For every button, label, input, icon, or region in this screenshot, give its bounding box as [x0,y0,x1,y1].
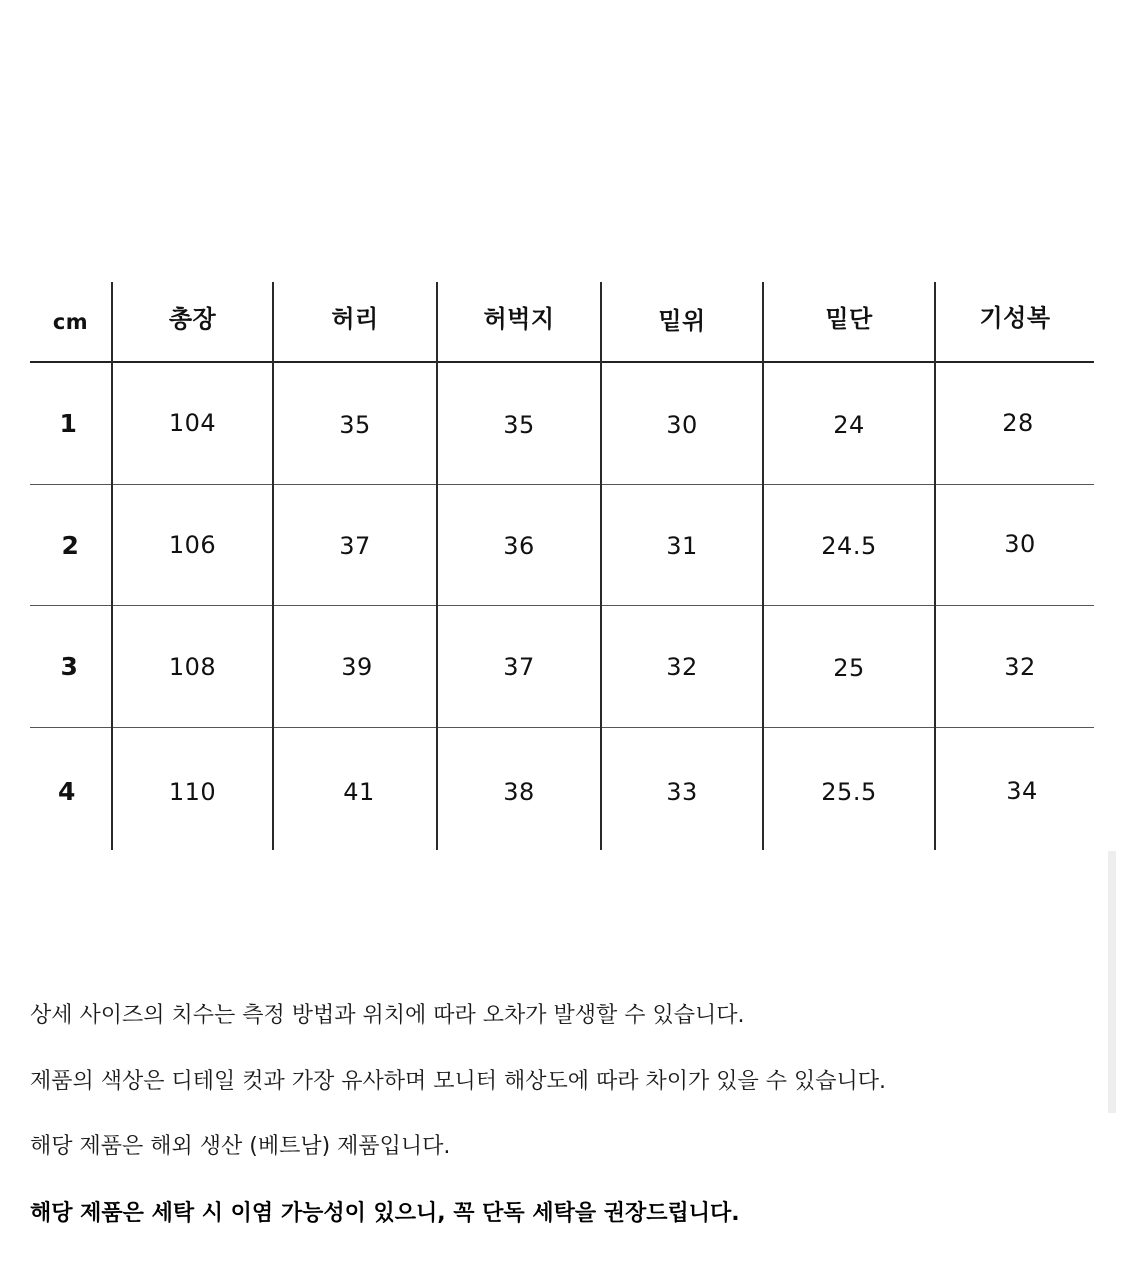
row-label: 3 [60,652,79,681]
header-unit: cm [52,309,89,334]
row-label: 4 [58,777,76,806]
table-cell: 28 [1002,409,1034,437]
table-cell: 35 [339,411,371,439]
table-cell: 34 [1006,776,1038,805]
table-cell: 104 [168,409,217,437]
note-made-in: 해당 제품은 해외 생산 (베트남) 제품입니다. [30,1134,451,1159]
table-cell: 31 [666,532,698,560]
table-cell: 30 [1004,530,1036,558]
table-cell: 36 [503,532,535,560]
size-table [30,282,1094,850]
scrollbar[interactable] [1108,851,1116,1113]
table-cell: 39 [341,652,373,681]
table-cell: 41 [343,777,375,806]
table-cell: 37 [503,652,535,681]
table-cell: 25.5 [821,777,877,806]
header-thigh: 허벅지 [483,305,555,333]
header-waist: 허리 [331,305,379,333]
header-ready-made-size: 기성복 [979,303,1051,332]
header-rise: 밑위 [658,306,706,335]
table-cell: 38 [503,777,535,806]
header-total-length: 총장 [168,305,217,333]
note-color-difference: 제품의 색상은 디테일 컷과 가장 유사하며 모니터 해상도에 따라 차이가 있을 수 있습니다. [30,1069,886,1094]
row-label: 2 [61,530,80,560]
table-cell: 108 [168,652,217,681]
table-cell: 30 [666,411,698,439]
table-cell: 110 [168,777,217,806]
note-measurement-error: 상세 사이즈의 치수는 측정 방법과 위치에 따라 오차가 발생할 수 있습니다. [30,1003,745,1028]
table-cell: 24.5 [821,532,877,560]
table-cell: 32 [666,652,698,681]
table-cell: 37 [339,532,371,560]
note-washing-warning: 해당 제품은 세탁 시 이염 가능성이 있으니, 꼭 단독 세탁을 권장드립니다. [30,1201,740,1226]
table-cell: 33 [666,777,698,806]
table-cell: 35 [503,411,535,439]
table-cell: 106 [168,531,217,559]
table-cell: 32 [1004,652,1036,681]
table-cell: 25 [833,653,865,682]
row-label: 1 [59,408,78,438]
header-hem: 밑단 [825,305,873,333]
table-cell: 24 [833,411,865,439]
